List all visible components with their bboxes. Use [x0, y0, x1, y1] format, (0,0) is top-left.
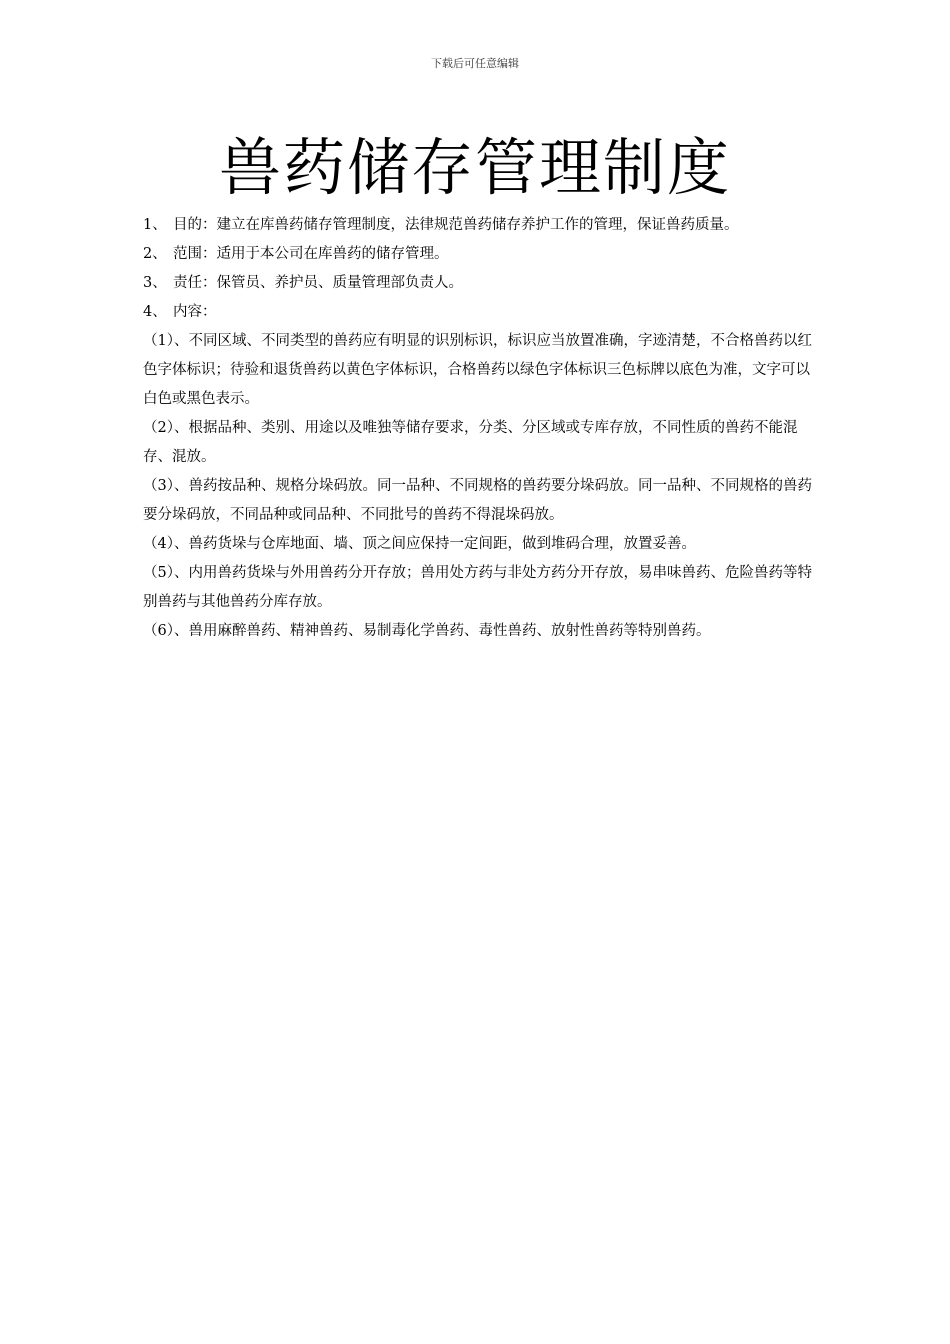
item-text: 内容： [173, 304, 217, 320]
item-number: 2、 [143, 246, 167, 262]
document-body [143, 211, 823, 646]
content-paragraph-1: （1）、不同区域、不同类型的兽药应有明显的识别标识，标识应当放置准确，字迹清楚，不合格兽药以红色字体标识；待验和退货兽药以黄色字体标识，合格兽药以绿色字体标识三色标牌以底色为准，文字可以白色或黑色表示。 [143, 333, 812, 407]
content-paragraph-2: （2）、根据品种、类别、用途以及唯独等储存要求，分类、分区域或专库存放，不同性质的兽药不能混存、混放。 [143, 420, 798, 465]
item-number: 4、 [143, 304, 167, 320]
numbered-item-responsibility [143, 269, 823, 298]
item-text: 目的：建立在库兽药储存管理制度，法律规范兽药储存养护工作的管理，保证兽药质量。 [173, 217, 739, 233]
item-number: 1、 [143, 217, 167, 233]
numbered-item-scope [143, 240, 823, 269]
content-paragraph-3: （3）、兽药按品种、规格分垛码放。同一品种、不同规格的兽药要分垛码放。同一品种、不同规格的兽药要分垛码放，不同品种或同品种、不同批号的兽药不得混垛码放。 [143, 478, 812, 523]
content-paragraph-4: （4）、兽药货垛与仓库地面、墙、顶之间应保持一定间距，做到堆码合理，放置妥善。 [143, 536, 696, 552]
content-paragraph-5: （5）、内用兽药货垛与外用兽药分开存放；兽用处方药与非处方药分开存放，易串味兽药、危险兽药等特别兽药与其他兽药分库存放。 [143, 565, 812, 610]
item-number: 3、 [143, 275, 167, 291]
item-text: 责任：保管员、养护员、质量管理部负责人。 [173, 275, 463, 291]
numbered-item-purpose [143, 211, 823, 240]
page-title: 兽药储存管理制度 [218, 131, 731, 204]
content-paragraph-6: （6）、兽用麻醉兽药、精神兽药、易制毒化学兽药、毒性兽药、放射性兽药等特别兽药。 [143, 623, 711, 639]
item-text: 范围：适用于本公司在库兽药的储存管理。 [173, 246, 449, 262]
header-note: 下载后可任意编辑 [431, 57, 519, 70]
numbered-item-content [143, 298, 823, 327]
